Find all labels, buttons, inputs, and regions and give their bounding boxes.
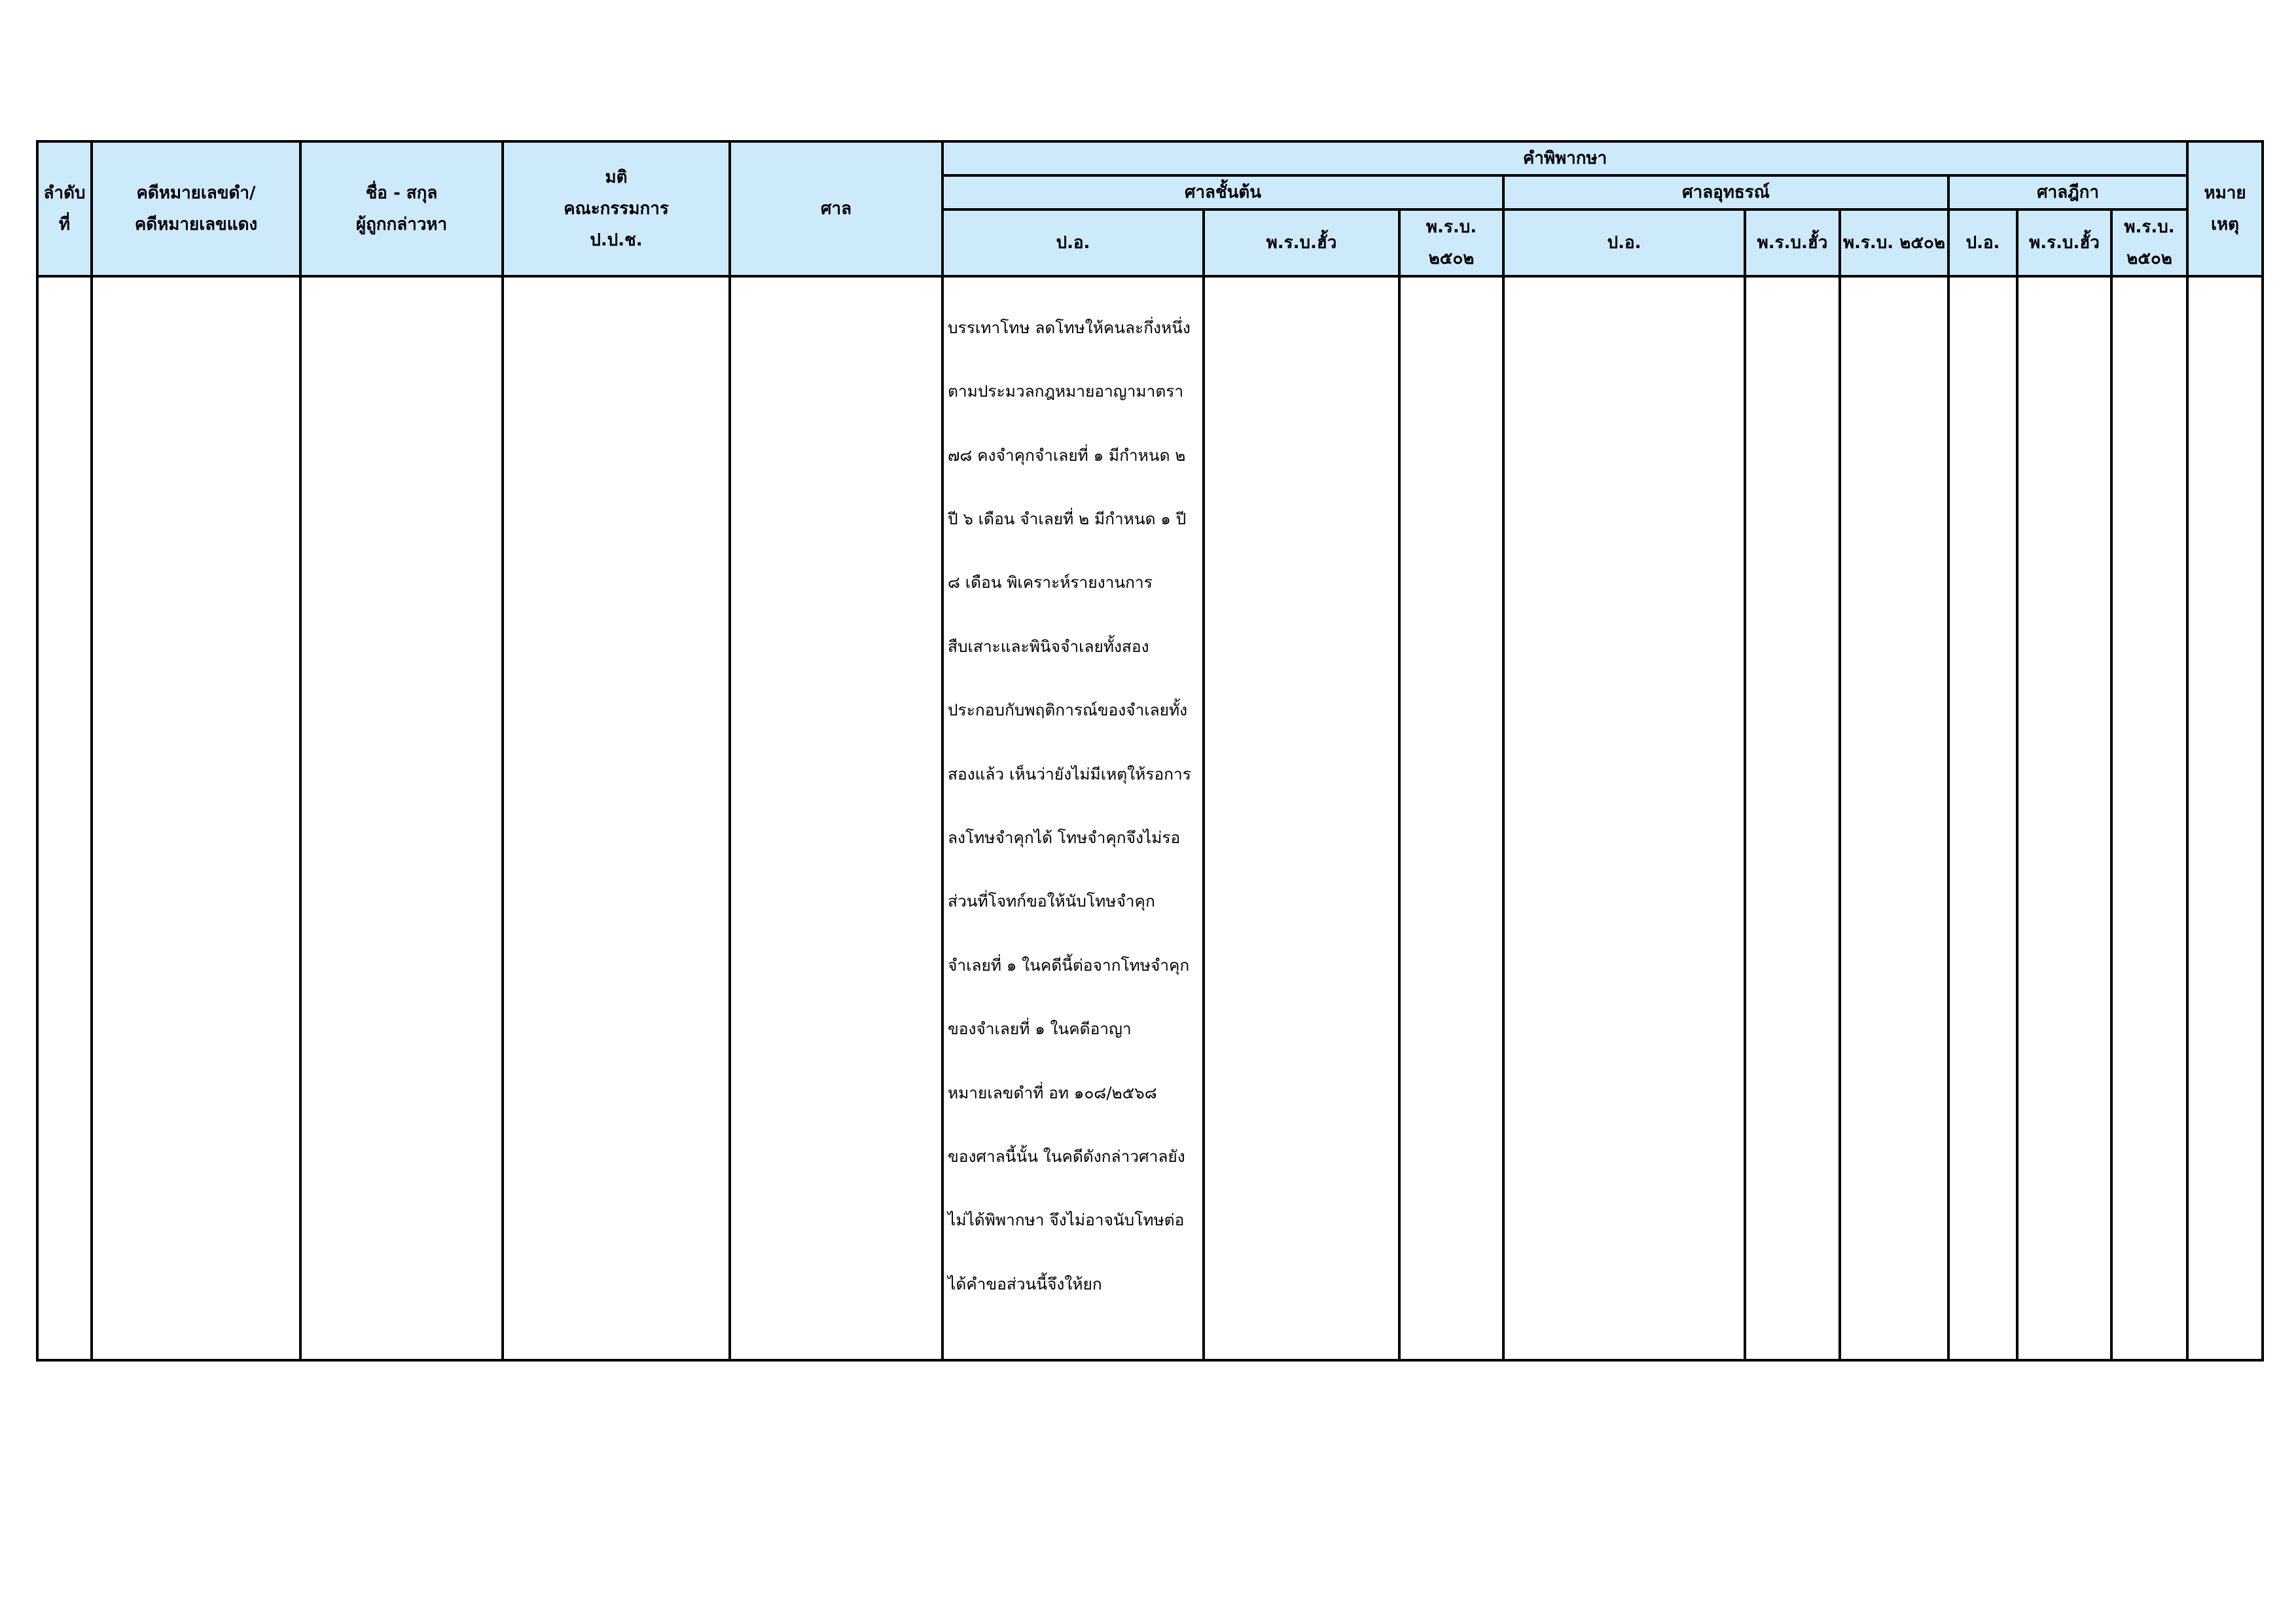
seq-cell [37,276,92,1360]
first-instance-court-header: ศาลชั้นต้น [942,175,1503,209]
first-criminal-code-cell [942,276,1204,1360]
appeal-act-2502-header: พ.ร.บ. ๒๕๐๒ [1840,209,1948,276]
appeal-criminal-code-cell [1503,276,1745,1360]
appeal-bid-act-header: พ.ร.บ.ฮั้ว [1745,209,1840,276]
case-number-cell [92,276,300,1360]
appeal-court-header: ศาลอุทธรณ์ [1503,175,1948,209]
supreme-bid-act-cell [2017,276,2111,1360]
court-header: ศาล [730,141,942,276]
accused-name-header: ชื่อ - สกุล ผู้ถูกกล่าวหา [300,141,503,276]
first-act-2502-cell [1399,276,1503,1360]
first-court-judgment-text: บรรเทาโทษ ลดโทษให้คนละกึ่งหนึ่ง ตามประมวลกฎหมายอาญามาตรา ๗๘ คงจำคุกจำเลยที่ ๑ มีกำหนด ๒ ปี ๖ เดือน จำเลยที่ ๒ มีกำหนด ๑ ปี ๘ เดือน พิเคราะห์รายงานการ สืบเสาะและพินิจจำเลยทั้งสอง ประกอบกับพฤติการณ์ของจำเลยทั้ง สองแล้ว เห็นว่ายังไม่มีเหตุให้รอการ ลงโทษจำคุกได้ โทษจำคุกจึงไม่รอ ส่วนที่โจทก์ขอให้นับโทษจำคุก จำเลยที่ ๑ ในคดีนี้ต่อจากโทษจำคุก ของจำเลยที่ ๑ ในคดีอาญา หมายเลขดำที่ อท ๑๐๘/๒๕๖๘ ของศาลนี้นั้น ในคดีดังกล่าวศาลยัง ไม่ได้พิพากษา จึงไม่อาจนับโทษต่อ ได้คำขอส่วนนี้จึงให้ยก [948,317,1191,1293]
case-table [36,140,2264,1362]
nacc-resolution-header: มติ คณะกรรมการ ป.ป.ช. [503,141,730,276]
seq-header: ลำดับ ที่ [37,141,92,276]
supreme-bid-act-header: พ.ร.บ.ฮั้ว [2017,209,2111,276]
first-bid-act-header: พ.ร.บ.ฮั้ว [1204,209,1399,276]
supreme-court-header: ศาลฎีกา [1948,175,2187,209]
appeal-act-2502-cell [1840,276,1948,1360]
supreme-act-2502-cell [2111,276,2187,1360]
appeal-criminal-code-header: ป.อ. [1503,209,1745,276]
appeal-bid-act-cell [1745,276,1840,1360]
supreme-criminal-code-cell [1948,276,2017,1360]
table-row [37,276,2263,1360]
header-row-1 [37,141,2263,175]
supreme-act-2502-header: พ.ร.บ. ๒๕๐๒ [2111,209,2187,276]
accused-name-cell [300,276,503,1360]
court-cell [730,276,942,1360]
nacc-resolution-cell [503,276,730,1360]
first-act-2502-header: พ.ร.บ. ๒๕๐๒ [1399,209,1503,276]
case-number-header: คดีหมายเลขดำ/ คดีหมายเลขแดง [92,141,300,276]
supreme-criminal-code-header: ป.อ. [1948,209,2017,276]
remarks-header: หมาย เหตุ [2187,141,2263,276]
remarks-cell [2187,276,2263,1360]
first-bid-act-cell [1204,276,1399,1360]
judgment-header: คำพิพากษา [942,141,2187,175]
first-criminal-code-header: ป.อ. [942,209,1204,276]
